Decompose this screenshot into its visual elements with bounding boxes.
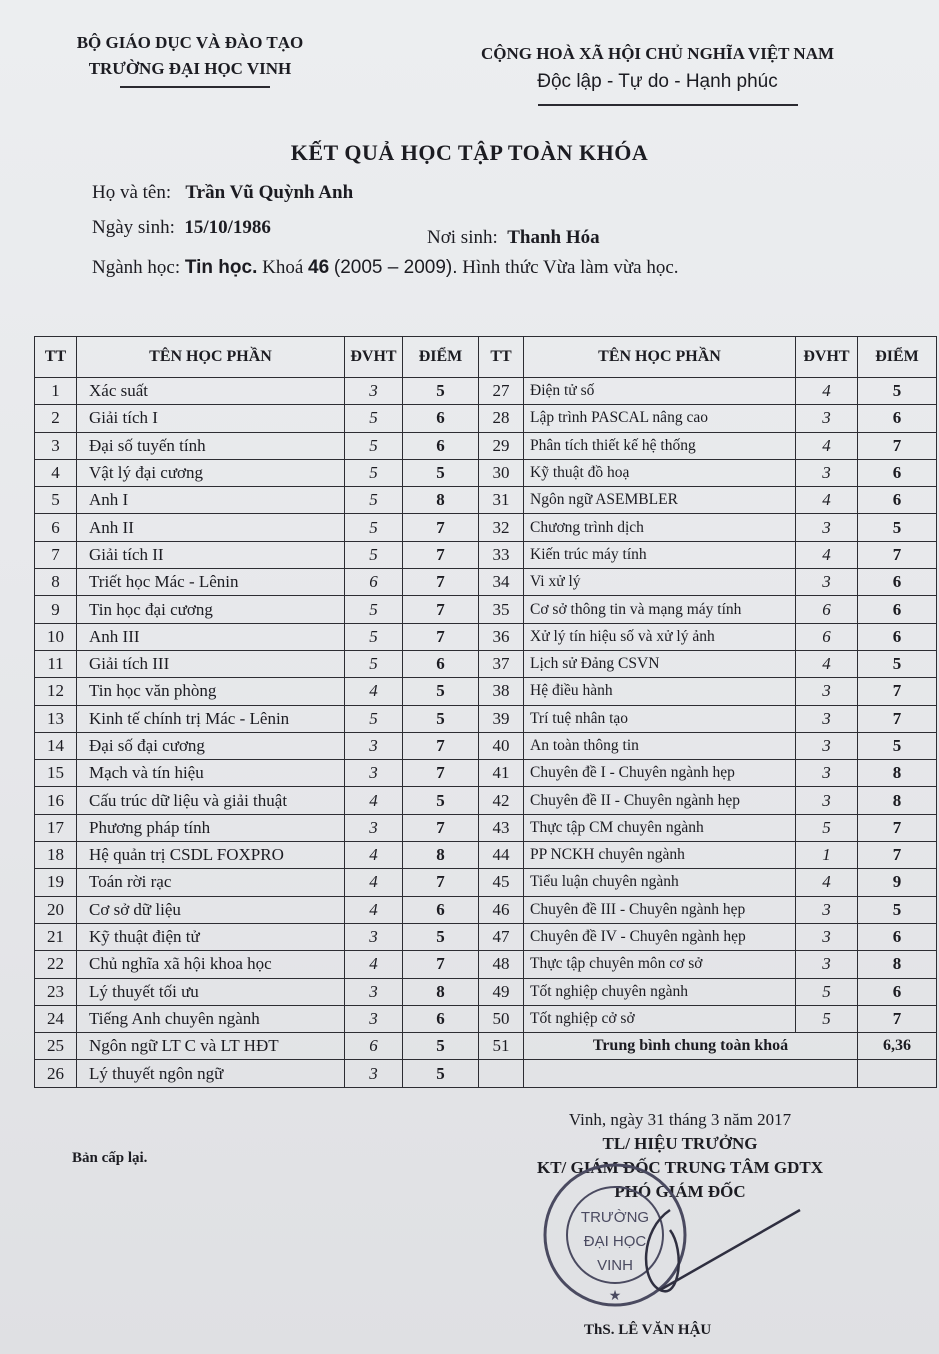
row-number: 24 — [35, 1005, 77, 1032]
course-name: Anh II — [77, 514, 345, 541]
dob-label: Ngày sinh: — [92, 217, 175, 238]
course-score: 7 — [858, 541, 937, 568]
course-score: 5 — [403, 378, 479, 405]
republic-header — [455, 40, 860, 96]
course-credits: 4 — [796, 869, 858, 896]
course-score: 7 — [403, 869, 479, 896]
row-number: 6 — [35, 514, 77, 541]
row-number: 27 — [479, 378, 524, 405]
row-number: 35 — [479, 596, 524, 623]
course-score: 6 — [858, 978, 937, 1005]
course-name: Tốt nghiệp cở sở — [524, 1005, 796, 1032]
pob-label: Nơi sinh: — [427, 227, 498, 248]
course-score: 6 — [858, 623, 937, 650]
course-score: 5 — [858, 650, 937, 677]
student-major: Tin học. — [184, 257, 258, 278]
course-score: 8 — [403, 842, 479, 869]
course-score: 7 — [403, 732, 479, 759]
row-number: 41 — [479, 760, 524, 787]
course-name: Chuyên đề II - Chuyên ngành hẹp — [524, 787, 796, 814]
course-credits: 3 — [345, 378, 403, 405]
course-score: 6 — [403, 405, 479, 432]
table-row — [35, 1060, 937, 1087]
course-credits: 6 — [796, 596, 858, 623]
col-header-dvht: ĐVHT — [796, 337, 858, 378]
course-name: Đại số đại cương — [77, 732, 345, 759]
course-name: Ngôn ngữ LT C và LT HĐT — [77, 1033, 345, 1060]
course-score: 5 — [403, 1060, 479, 1087]
row-number: 37 — [479, 650, 524, 677]
course-credits: 5 — [345, 650, 403, 677]
course-name: An toàn thông tin — [524, 732, 796, 759]
course-credits: 3 — [796, 678, 858, 705]
course-name: Tin học đại cương — [77, 596, 345, 623]
table-row — [35, 842, 937, 869]
course-name: Kiến trúc máy tính — [524, 541, 796, 568]
course-credits: 3 — [796, 405, 858, 432]
course-name: Tiểu luận chuyên ngành — [524, 869, 796, 896]
overall-average-label: Trung bình chung toàn khoá — [524, 1033, 858, 1060]
row-number: 9 — [35, 596, 77, 623]
course-credits: 3 — [796, 760, 858, 787]
course-score: 7 — [403, 951, 479, 978]
table-row — [35, 378, 937, 405]
course-name: Cơ sở thông tin và mạng máy tính — [524, 596, 796, 623]
table-row — [35, 923, 937, 950]
course-credits: 3 — [796, 569, 858, 596]
signature-line-1: TL/ HIỆU TRƯỞNG — [602, 1134, 758, 1153]
course-name: PP NCKH chuyên ngành — [524, 842, 796, 869]
row-number: 8 — [35, 569, 77, 596]
course-score: 6 — [403, 1005, 479, 1032]
course-score: 7 — [858, 705, 937, 732]
course-credits: 4 — [796, 650, 858, 677]
row-number: 28 — [479, 405, 524, 432]
table-row — [35, 760, 937, 787]
row-number: 51 — [479, 1033, 524, 1060]
row-number: 42 — [479, 787, 524, 814]
national-motto: Độc lập - Tự do - Hạnh phúc — [537, 71, 778, 92]
row-number: 17 — [35, 814, 77, 841]
course-credits: 4 — [345, 951, 403, 978]
course-credits: 3 — [345, 760, 403, 787]
course-score: 6 — [858, 923, 937, 950]
course-score: 7 — [403, 596, 479, 623]
row-number: 14 — [35, 732, 77, 759]
course-score: 7 — [858, 432, 937, 459]
course-score: 8 — [858, 787, 937, 814]
course-name: Anh III — [77, 623, 345, 650]
course-credits: 5 — [345, 541, 403, 568]
table-row — [35, 432, 937, 459]
row-number: 49 — [479, 978, 524, 1005]
reissue-note: Bản cấp lại. — [72, 1150, 148, 1166]
course-name: Hệ quản trị CSDL FOXPRO — [77, 842, 345, 869]
course-score: 6 — [858, 459, 937, 486]
row-number: 23 — [35, 978, 77, 1005]
row-number: 30 — [479, 459, 524, 486]
table-row — [35, 541, 937, 568]
course-score: 7 — [403, 814, 479, 841]
course-score: 7 — [858, 842, 937, 869]
student-pob: Thanh Hóa — [507, 227, 600, 248]
grades-table — [34, 336, 937, 1088]
course-credits: 1 — [796, 842, 858, 869]
course-name: Chương trình dịch — [524, 514, 796, 541]
row-number: 45 — [479, 869, 524, 896]
table-row — [35, 1033, 937, 1060]
course-name: Giải tích I — [77, 405, 345, 432]
row-number: 19 — [35, 869, 77, 896]
mode-label: Hình thức — [462, 257, 539, 278]
course-score: 5 — [858, 732, 937, 759]
row-number: 31 — [479, 487, 524, 514]
course-score: 5 — [403, 923, 479, 950]
course-score: 7 — [858, 814, 937, 841]
course-name: Triết học Mác - Lênin — [77, 569, 345, 596]
course-score: 6 — [858, 487, 937, 514]
row-number: 11 — [35, 650, 77, 677]
course-name: Vi xử lý — [524, 569, 796, 596]
row-number: 5 — [35, 487, 77, 514]
row-number: 7 — [35, 541, 77, 568]
course-name: Lý thuyết ngôn ngữ — [77, 1060, 345, 1087]
empty-cell — [524, 1060, 858, 1087]
row-number: 22 — [35, 951, 77, 978]
course-score: 8 — [858, 951, 937, 978]
course-credits: 3 — [345, 1005, 403, 1032]
course-credits: 4 — [345, 678, 403, 705]
course-credits: 5 — [796, 978, 858, 1005]
course-name: Thực tập chuyên môn cơ sở — [524, 951, 796, 978]
major-row — [92, 257, 679, 279]
course-credits: 3 — [345, 923, 403, 950]
course-score: 5 — [858, 514, 937, 541]
place-date: Vinh, ngày 31 tháng 3 năm 2017 — [568, 1110, 792, 1129]
course-credits: 5 — [345, 487, 403, 514]
course-name: Tiếng Anh chuyên ngành — [77, 1005, 345, 1032]
course-credits: 3 — [796, 732, 858, 759]
course-name: Kinh tế chính trị Mác - Lênin — [77, 705, 345, 732]
course-name: Cấu trúc dữ liệu và giải thuật — [77, 787, 345, 814]
student-course: 46 — [308, 257, 330, 278]
course-score: 6 — [403, 896, 479, 923]
course-years: (2005 – 2009). — [333, 257, 458, 278]
table-row — [35, 514, 937, 541]
row-number: 50 — [479, 1005, 524, 1032]
signature-line-3: PHÓ GIÁM ĐỐC — [614, 1182, 746, 1201]
table-row — [35, 650, 937, 677]
course-score: 7 — [403, 760, 479, 787]
row-number: 18 — [35, 842, 77, 869]
course-name: Chuyên đề I - Chuyên ngành hẹp — [524, 760, 796, 787]
row-number: 46 — [479, 896, 524, 923]
course-credits: 5 — [796, 814, 858, 841]
student-name: Trần Vũ Quỳnh Anh — [185, 182, 354, 203]
course-score: 7 — [858, 678, 937, 705]
course-score: 5 — [403, 459, 479, 486]
stamp-text-3: VINH — [597, 1257, 633, 1274]
course-name: Xử lý tín hiệu số và xử lý ảnh — [524, 623, 796, 650]
study-mode: Vừa làm vừa học. — [542, 257, 679, 278]
star-icon: ★ — [608, 1289, 622, 1304]
course-score: 6 — [403, 432, 479, 459]
row-number: 1 — [35, 378, 77, 405]
table-row — [35, 705, 937, 732]
row-number: 47 — [479, 923, 524, 950]
ministry-name: BỘ GIÁO DỤC VÀ ĐÀO TẠO — [76, 33, 304, 52]
course-name: Toán rời rạc — [77, 869, 345, 896]
course-name: Kỹ thuật điện tử — [77, 923, 345, 950]
col-header-score: ĐIỂM — [858, 337, 937, 378]
course-score: 7 — [403, 569, 479, 596]
course-credits: 5 — [345, 514, 403, 541]
row-number: 13 — [35, 705, 77, 732]
col-header-course: TÊN HỌC PHẦN — [77, 337, 345, 378]
course-credits: 5 — [796, 1005, 858, 1032]
course-credits: 4 — [796, 432, 858, 459]
course-name: Phân tích thiết kế hệ thống — [524, 432, 796, 459]
course-score: 5 — [858, 896, 937, 923]
course-name: Tốt nghiệp chuyên ngành — [524, 978, 796, 1005]
col-header-tt: TT — [35, 337, 77, 378]
course-credits: 6 — [796, 623, 858, 650]
course-name: Tin học văn phòng — [77, 678, 345, 705]
row-number: 26 — [35, 1060, 77, 1087]
empty-cell — [858, 1060, 937, 1087]
table-row — [35, 978, 937, 1005]
course-credits: 4 — [796, 487, 858, 514]
row-number: 32 — [479, 514, 524, 541]
course-credits: 4 — [345, 896, 403, 923]
col-header-dvht: ĐVHT — [345, 337, 403, 378]
course-score: 6 — [858, 596, 937, 623]
course-score: 6 — [403, 650, 479, 677]
col-header-course: TÊN HỌC PHẦN — [524, 337, 796, 378]
course-score: 7 — [403, 514, 479, 541]
header-right-underline — [538, 104, 798, 106]
course-name: Hệ điều hành — [524, 678, 796, 705]
table-row — [35, 732, 937, 759]
republic-name: CỘNG HOÀ XÃ HỘI CHỦ NGHĨA VIỆT NAM — [480, 44, 835, 63]
major-label: Ngành học: — [92, 257, 181, 278]
name-row — [92, 182, 353, 204]
course-score: 7 — [858, 1005, 937, 1032]
table-row — [35, 814, 937, 841]
dob-row — [92, 217, 271, 239]
table-row — [35, 569, 937, 596]
handwritten-signature — [600, 1190, 820, 1310]
course-name: Chủ nghĩa xã hội khoa học — [77, 951, 345, 978]
pob-row — [427, 227, 600, 249]
course-credits: 5 — [345, 432, 403, 459]
col-header-tt: TT — [479, 337, 524, 378]
course-credits: 3 — [796, 787, 858, 814]
course-score: 7 — [403, 541, 479, 568]
course-score: 5 — [858, 378, 937, 405]
table-row — [35, 405, 937, 432]
course-credits: 5 — [345, 623, 403, 650]
table-row — [35, 869, 937, 896]
row-number: 43 — [479, 814, 524, 841]
university-name: TRƯỜNG ĐẠI HỌC VINH — [88, 59, 292, 78]
course-credits: 3 — [796, 459, 858, 486]
row-number: 36 — [479, 623, 524, 650]
header-left-underline — [120, 86, 270, 88]
table-row — [35, 623, 937, 650]
course-score: 6 — [858, 569, 937, 596]
course-name: Điện tử số — [524, 378, 796, 405]
empty-cell — [479, 1060, 524, 1087]
course-score: 8 — [858, 760, 937, 787]
signature-line-2: KT/ GIÁM ĐỐC TRUNG TÂM GDTX — [536, 1158, 824, 1177]
row-number: 20 — [35, 896, 77, 923]
course-score: 5 — [403, 678, 479, 705]
course-credits: 6 — [345, 1033, 403, 1060]
course-credits: 6 — [345, 569, 403, 596]
table-row — [35, 1005, 937, 1032]
course-credits: 3 — [796, 896, 858, 923]
row-number: 44 — [479, 842, 524, 869]
course-credits: 3 — [796, 951, 858, 978]
table-row — [35, 951, 937, 978]
row-number: 16 — [35, 787, 77, 814]
table-row — [35, 487, 937, 514]
course-score: 5 — [403, 1033, 479, 1060]
row-number: 21 — [35, 923, 77, 950]
course-score: 8 — [403, 978, 479, 1005]
course-score: 8 — [403, 487, 479, 514]
course-credits: 3 — [345, 1060, 403, 1087]
row-number: 48 — [479, 951, 524, 978]
row-number: 4 — [35, 459, 77, 486]
course-name: Chuyên đề IV - Chuyên ngành hẹp — [524, 923, 796, 950]
name-label: Họ và tên: — [92, 182, 172, 203]
course-name: Anh I — [77, 487, 345, 514]
row-number: 29 — [479, 432, 524, 459]
course-name: Đại số tuyến tính — [77, 432, 345, 459]
course-name: Kỹ thuật đồ hoạ — [524, 459, 796, 486]
course-name: Xác suất — [77, 378, 345, 405]
table-row — [35, 459, 937, 486]
course-credits: 4 — [345, 787, 403, 814]
course-credits: 4 — [345, 842, 403, 869]
course-credits: 4 — [345, 869, 403, 896]
course-name: Chuyên đề III - Chuyên ngành hẹp — [524, 896, 796, 923]
course-name: Lý thuyết tối ưu — [77, 978, 345, 1005]
row-number: 3 — [35, 432, 77, 459]
table-row — [35, 596, 937, 623]
row-number: 2 — [35, 405, 77, 432]
table-header-row — [35, 337, 937, 378]
course-score: 5 — [403, 705, 479, 732]
course-credits: 5 — [345, 705, 403, 732]
course-name: Giải tích III — [77, 650, 345, 677]
course-credits: 4 — [796, 378, 858, 405]
stamp-text-2: ĐẠI HỌC — [583, 1233, 647, 1250]
course-credits: 3 — [796, 514, 858, 541]
course-credits: 5 — [345, 459, 403, 486]
document-title: KẾT QUẢ HỌC TẬP TOÀN KHÓA — [290, 140, 649, 165]
table-row — [35, 787, 937, 814]
row-number: 12 — [35, 678, 77, 705]
table-row — [35, 896, 937, 923]
course-credits: 5 — [345, 596, 403, 623]
row-number: 25 — [35, 1033, 77, 1060]
course-credits: 3 — [345, 978, 403, 1005]
course-score: 5 — [403, 787, 479, 814]
course-name: Vật lý đại cương — [77, 459, 345, 486]
course-name: Lịch sử Đảng CSVN — [524, 650, 796, 677]
course-name: Thực tập CM chuyên ngành — [524, 814, 796, 841]
course-credits: 4 — [796, 541, 858, 568]
course-name: Lập trình PASCAL nâng cao — [524, 405, 796, 432]
overall-average-value: 6,36 — [858, 1033, 937, 1060]
course-credits: 5 — [345, 405, 403, 432]
student-dob: 15/10/1986 — [184, 217, 271, 238]
course-credits: 3 — [345, 732, 403, 759]
ministry-header — [40, 30, 340, 82]
row-number: 38 — [479, 678, 524, 705]
course-credits: 3 — [796, 705, 858, 732]
course-name: Ngôn ngữ ASEMBLER — [524, 487, 796, 514]
row-number: 33 — [479, 541, 524, 568]
course-credits: 3 — [345, 814, 403, 841]
course-credits: 3 — [796, 923, 858, 950]
signer-name: ThS. LÊ VĂN HẬU — [584, 1322, 712, 1338]
row-number: 40 — [479, 732, 524, 759]
course-name: Giải tích II — [77, 541, 345, 568]
table-row — [35, 678, 937, 705]
course-name: Cơ sở dữ liệu — [77, 896, 345, 923]
row-number: 15 — [35, 760, 77, 787]
course-label: Khoá — [262, 257, 304, 278]
row-number: 10 — [35, 623, 77, 650]
course-name: Phương pháp tính — [77, 814, 345, 841]
stamp-text-1: TRƯỜNG — [580, 1209, 650, 1226]
course-score: 9 — [858, 869, 937, 896]
course-score: 7 — [403, 623, 479, 650]
course-name: Trí tuệ nhân tạo — [524, 705, 796, 732]
course-name: Mạch và tín hiệu — [77, 760, 345, 787]
row-number: 39 — [479, 705, 524, 732]
course-score: 6 — [858, 405, 937, 432]
row-number: 34 — [479, 569, 524, 596]
col-header-score: ĐIỂM — [403, 337, 479, 378]
